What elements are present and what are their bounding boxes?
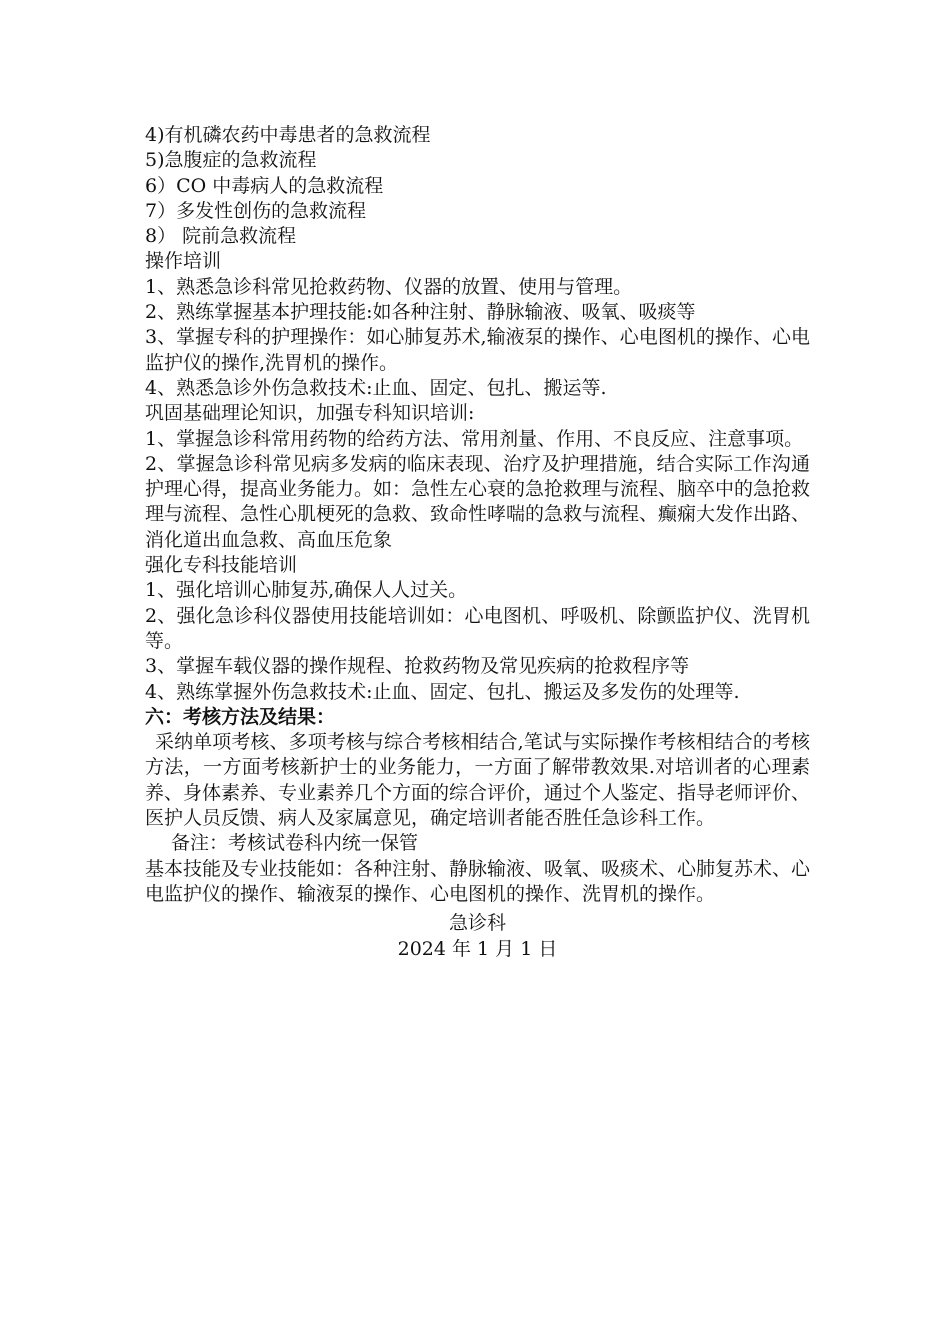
operations-item-1: 1、熟悉急诊科常见抢救药物、仪器的放置、使用与管理。 [145,275,633,298]
document-page [145,123,810,962]
footer-date: 2024 年 1 月 1 日 [397,937,558,960]
operations-item-4: 4、熟悉急诊外伤急救技术:止血、固定、包扎、搬运等. [145,376,607,399]
skills-item-2: 2、强化急诊科仪器使用技能培训如：心电图机、呼吸机、除颤监护仪、洗胃机等。 [145,604,810,652]
section-title-operations: 操作培训 [145,250,222,273]
operations-item-3: 3、掌握专科的护理操作：如心肺复苏术,输液泵的操作、心电图机的操作、心电监护仪的操作,洗胃机的操作。 [145,326,810,374]
skills-item-3: 3、掌握车载仪器的操作规程、抢救药物及常见疾病的抢救程序等 [145,655,690,678]
list-item-5: 5)急腹症的急救流程 [145,149,317,172]
operations-item-2: 2、熟练掌握基本护理技能:如各种注射、静脉输液、吸氧、吸痰等 [145,301,696,324]
skills-item-4: 4、熟练掌握外伤急救技术:止血、固定、包扎、搬运及多发伤的处理等. [145,680,740,703]
list-item-7: 7）多发性创伤的急救流程 [145,199,367,222]
section-title-theory: 巩固基础理论知识，加强专科知识培训: [145,402,475,425]
assessment-note: 备注：考核试卷科内统一保管 [171,832,419,855]
assessment-body: 采纳单项考核、多项考核与综合考核相结合,笔试与实际操作考核相结合的考核方法，一方面考核新护士的业务能力，一方面了解带教效果.对培训者的心理素养、身体素养、专业素养几个方面的综合评价，通过个人鉴定、指导老师评价、医护人员反馈、病人及家属意见，确定培训者能否胜任急诊科工作。 [145,731,811,830]
theory-item-1: 1、掌握急诊科常用药物的给药方法、常用剂量、作用、不良反应、注意事项。 [145,427,804,450]
theory-item-2: 2、掌握急诊科常见病多发病的临床表现、治疗及护理措施，结合实际工作沟通护理心得，提高业务能力。如：急性左心衰的急抢救理与流程、脑卒中的急抢救理与流程、急性心肌梗死的急救、致命性哮喘的急救与流程、癫痫大发作出路、消化道出血急救、高血压危象 [145,452,811,551]
list-item-8: 8） 院前急救流程 [145,225,297,248]
footer-department: 急诊科 [448,912,506,935]
assessment-heading: 六：考核方法及结果： [145,705,336,728]
section-title-skills: 强化专科技能培训 [145,554,298,577]
skills-item-1: 1、强化培训心肺复苏,确保人人过关。 [145,579,468,602]
list-item-4: 4)有机磷农药中毒患者的急救流程 [145,124,431,146]
list-item-6: 6）CO 中毒病人的急救流程 [145,174,384,197]
basic-skills-paragraph: 基本技能及专业技能如：各种注射、静脉输液、吸氧、吸痰术、心肺复苏术、心电监护仪的操作、输液泵的操作、心电图机的操作、洗胃机的操作。 [145,857,811,905]
